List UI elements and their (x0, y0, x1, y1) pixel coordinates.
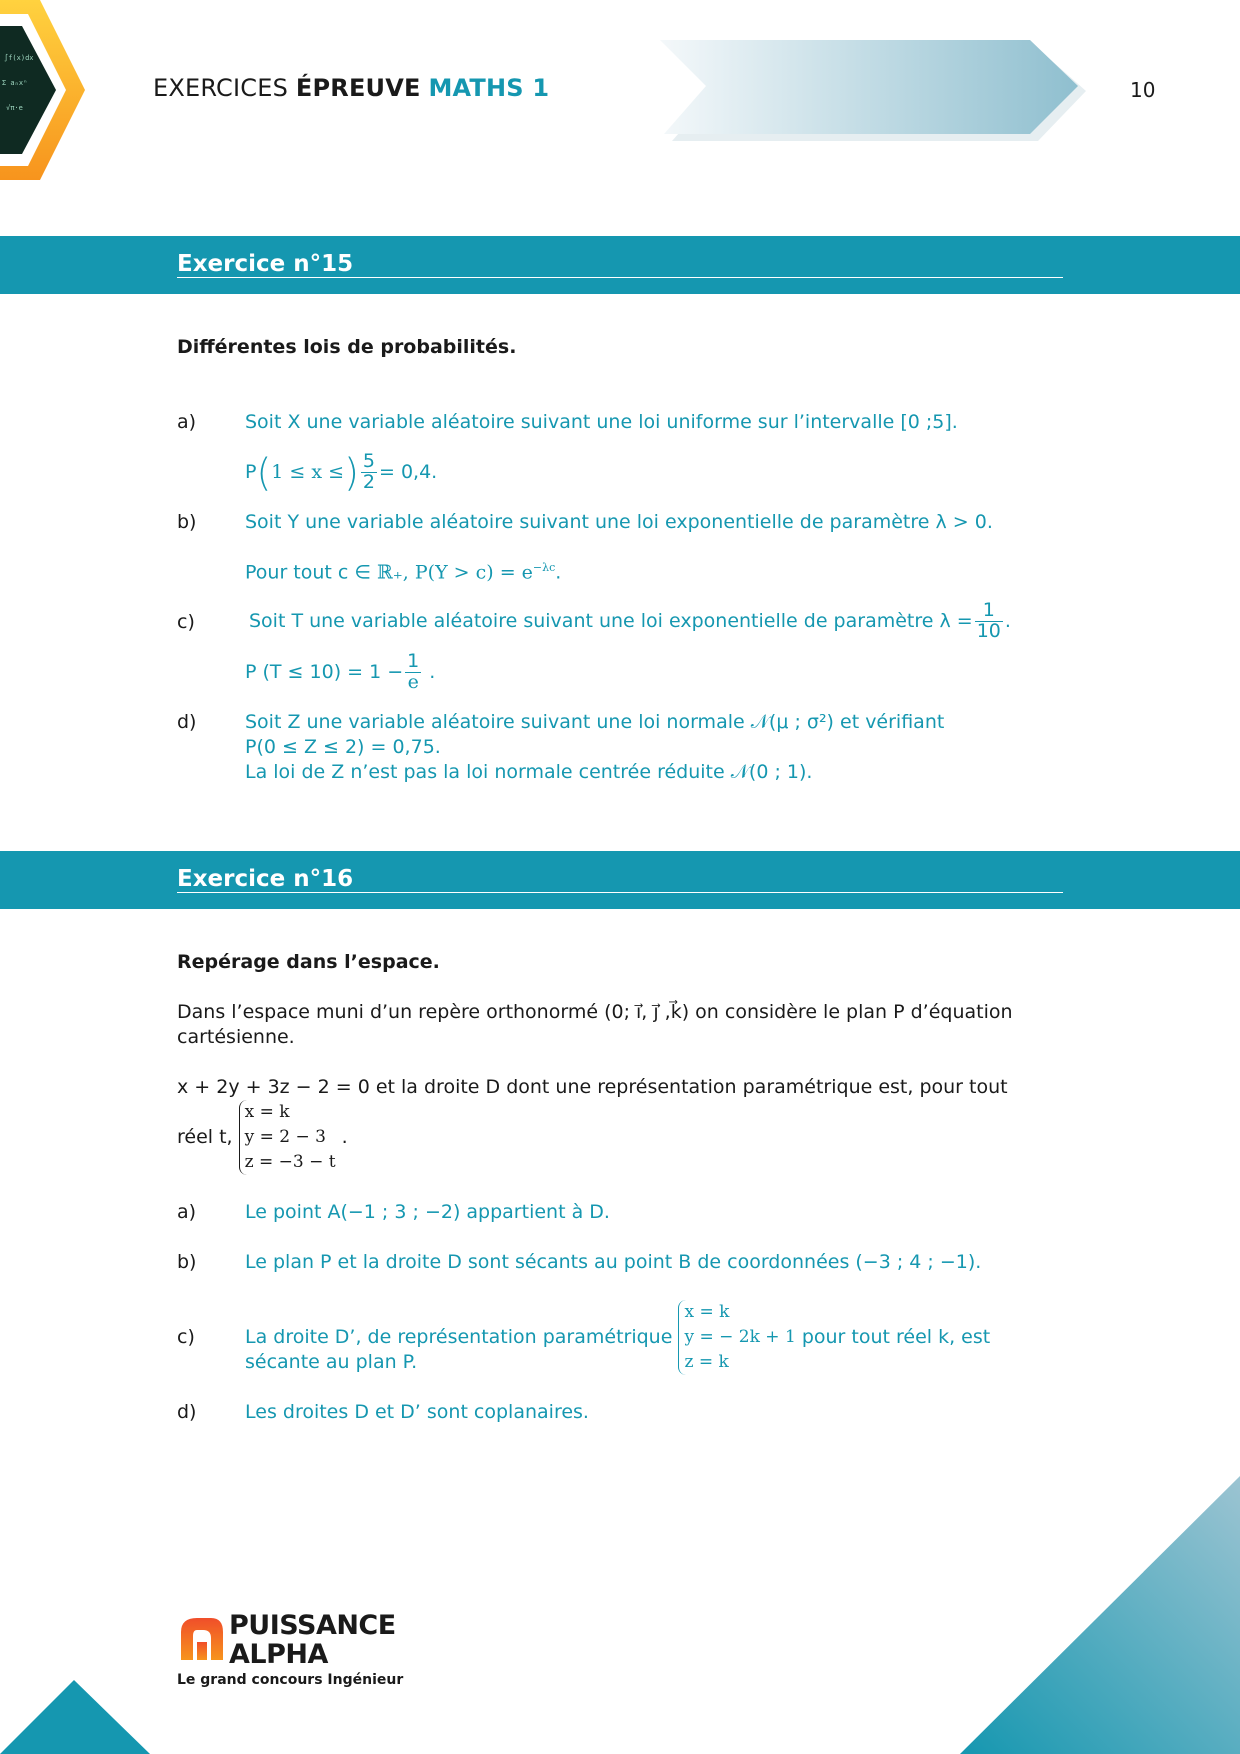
item-16d-text: Les droites D et D’ sont coplanaires. (245, 1401, 589, 1423)
logo-tagline: Le grand concours Ingénieur (177, 1672, 404, 1688)
intro-line2: cartésienne. (177, 1026, 295, 1048)
system-period: . (335, 1126, 348, 1148)
item-16a-text: Le point A(−1 ; 3 ; −2) appartient à D. (245, 1201, 610, 1223)
real-t-label: réel t, (177, 1126, 233, 1148)
item-c-text: Soit T une variable aléatoire suivant une loi exponentielle de paramètre λ = (249, 610, 973, 632)
header-title-part1: EXERCICES (153, 74, 296, 102)
header-title (153, 74, 549, 102)
item-16d-label: d) (177, 1401, 197, 1423)
system-line-y: y = 2 − 3 (244, 1127, 326, 1147)
item-b-statement: Soit Y une variable aléatoire suivant une loi exponentielle de paramètre λ > 0. (245, 511, 993, 533)
item-a-label: a) (177, 411, 197, 433)
formula-set: ℝ₊, P(Y > c) = e (376, 561, 533, 584)
svg-text:√π·e: √π·e (6, 104, 23, 112)
item-16b-text: Le plan P et la droite D sont sécants au point B de coordonnées (−3 ; 4 ; −1). (245, 1251, 982, 1273)
plane-equation-line: x + 2y + 3z − 2 = 0 et la droite D dont une représentation paramétrique est, pour tout (177, 1076, 1008, 1098)
item-16c-line2: sécante au plan P. (245, 1351, 418, 1373)
header-title-part3: MATHS 1 (428, 74, 550, 102)
exercise-15-subtitle: Différentes lois de probabilités. (177, 336, 517, 358)
intro-line1: Dans l’espace muni d’un repère orthonormé (0; i⃗, j⃗ ,k⃗) on considère le plan P d’équation (177, 1001, 1013, 1023)
item-16c-text: La droite D’, de représentation paramétrique (245, 1326, 673, 1348)
bottom-right-decoration (960, 1476, 1240, 1754)
exercise-15-title: Exercice n°15 (177, 251, 354, 277)
formula-period: . (555, 561, 562, 584)
item-16c-label: c) (177, 1326, 195, 1348)
item-d-label: d) (177, 711, 197, 733)
item-c-statement (249, 599, 1011, 643)
system-line-y: y = − 2k + 1 (684, 1327, 796, 1347)
logo-line1: PUISSANCE (229, 1610, 396, 1641)
item-d-line2: P(0 ≤ Z ≤ 2) = 0,75. (245, 736, 441, 758)
item-d-line1: Soit Z une variable aléatoire suivant une loi normale 𝒩(μ ; σ²) et vérifiant (245, 711, 945, 733)
fraction-numerator: 1 (975, 601, 1003, 622)
item-d-line3: La loi de Z n’est pas la loi normale centrée réduite 𝒩(0 ; 1). (245, 761, 813, 783)
fraction-denominator: e (407, 671, 419, 693)
formula-text: Pour tout c ∈ (245, 561, 377, 584)
exercise-16-underline (177, 892, 1063, 893)
item-a-statement: Soit X une variable aléatoire suivant une loi uniforme sur l’intervalle [0 ;5]. (245, 411, 958, 433)
system-line-x: x = k (244, 1102, 290, 1122)
fraction-numerator: 1 (407, 650, 420, 673)
item-c-label: c) (177, 611, 195, 633)
formula-text: P (T ≤ 10) = 1 − (245, 661, 404, 683)
exercise-15-underline (177, 277, 1063, 278)
item-16c-text-post: pour tout réel k, est (801, 1326, 991, 1348)
system-brace (239, 1100, 336, 1175)
item-16b-label: b) (177, 1251, 197, 1273)
formula-period: . (423, 661, 436, 683)
formula-p: P (245, 461, 257, 483)
item-c-period: . (1004, 610, 1011, 632)
fraction-numerator: 5 (362, 450, 375, 473)
formula-exponent: −λc (532, 561, 556, 574)
fraction-denominator: 2 (362, 471, 375, 493)
item-b-formula (245, 561, 561, 583)
corner-decoration (0, 0, 100, 200)
bottom-left-decoration (0, 1678, 150, 1754)
formula-inequality: 1 ≤ x ≤ (271, 461, 345, 483)
svg-text:∫f(x)dx: ∫f(x)dx (4, 54, 34, 62)
svg-text:Σ aₙxⁿ: Σ aₙxⁿ (2, 79, 28, 87)
system-line-z: z = k (684, 1352, 729, 1372)
item-a-formula: P(1 ≤ x ≤) $\frac{5}{2}$ = 0,4. (245, 450, 438, 495)
parametric-system-d (177, 1100, 348, 1175)
item-c-formula (245, 650, 435, 694)
system-line-z: z = −3 − t (244, 1152, 336, 1172)
logo-mark (177, 1614, 227, 1664)
exercise-16-title: Exercice n°16 (177, 866, 354, 892)
item-16a-label: a) (177, 1201, 197, 1223)
system-brace (678, 1300, 795, 1375)
formula-result: = 0,4. (378, 461, 438, 483)
page-number: 10 (1130, 78, 1156, 102)
logo-line2: ALPHA (229, 1639, 328, 1670)
system-line-x: x = k (684, 1302, 730, 1322)
header-title-part2: ÉPREUVE (295, 74, 421, 102)
item-b-label: b) (177, 511, 197, 533)
fraction-denominator: 10 (976, 620, 1001, 642)
header-arrow-decoration (660, 38, 1090, 142)
exercise-16-subtitle: Repérage dans l’espace. (177, 951, 440, 973)
